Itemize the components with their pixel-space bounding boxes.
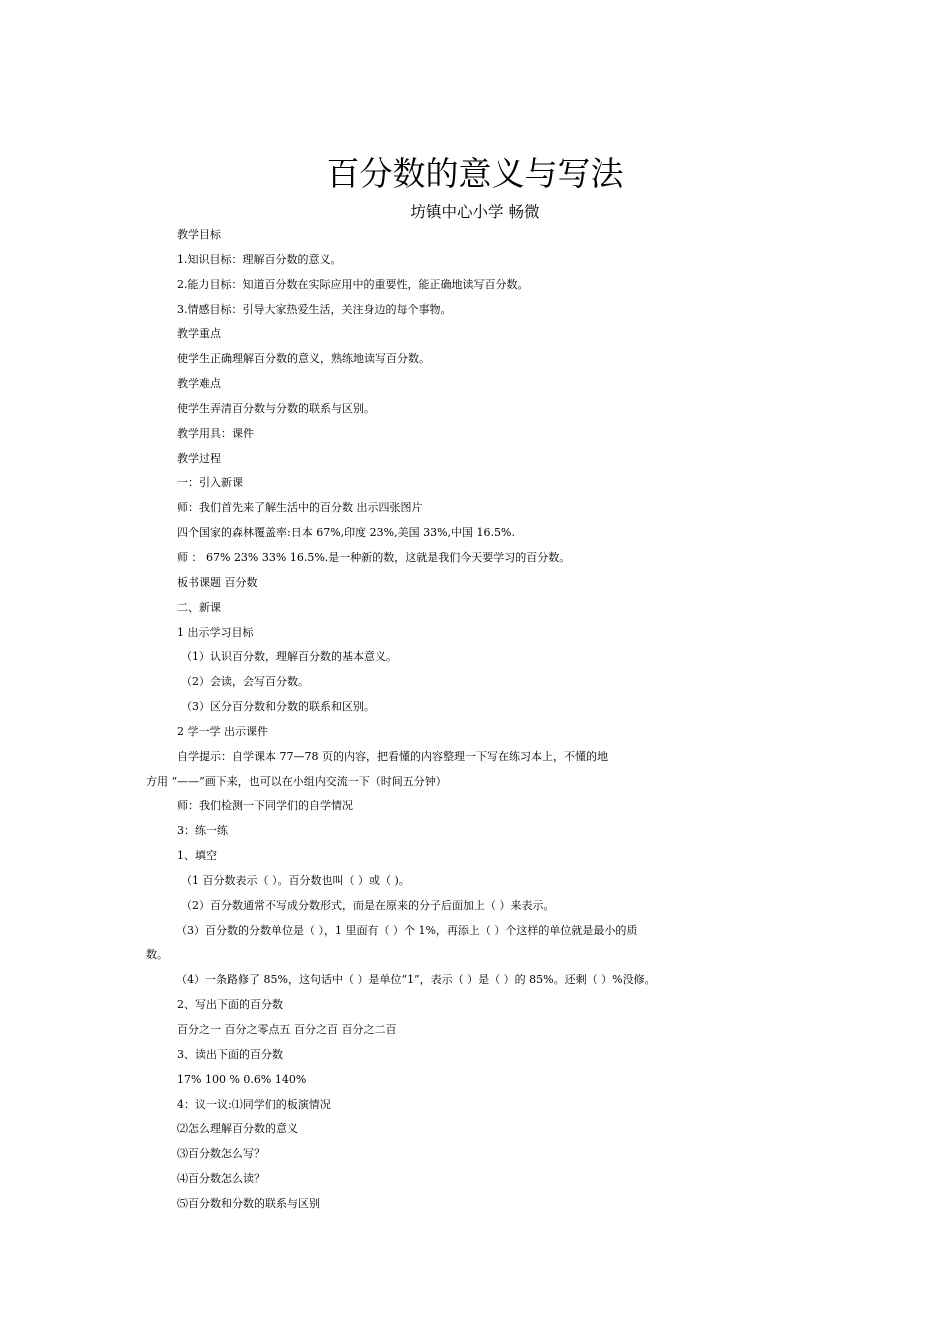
paragraph-line: 板书课题 百分数	[177, 575, 258, 589]
paragraph-line: （1 百分数表示（ ）。百分数也叫（ ）或（ )。	[181, 873, 410, 887]
paragraph-line: 1 出示学习目标	[177, 625, 254, 639]
paragraph-line: ⑶百分数怎么写？	[177, 1147, 265, 1161]
document-author: 坊镇中心小学 畅微	[410, 203, 540, 221]
paragraph-line: 四个国家的森林覆盖率:日本 67%,印度 23%,美国 33%,中国 16.5%.	[177, 526, 515, 540]
paragraph-line: （1）认识百分数，理解百分数的基本意义。	[181, 650, 397, 664]
section-heading-objectives: 教学目标	[177, 228, 221, 241]
paragraph-line: ⑷百分数怎么读？	[177, 1172, 265, 1186]
paragraph-line: 使学生正确理解百分数的意义，熟练地读写百分数。	[177, 352, 430, 366]
paragraph-line: ⑵怎么理解百分数的意义	[177, 1122, 298, 1136]
paragraph-line: （3）区分百分数和分数的联系和区别。	[181, 700, 375, 714]
section-heading-key-points: 教学重点	[177, 327, 221, 341]
document-body	[0, 223, 950, 1217]
paragraph-line: （2）会读，会写百分数。	[181, 675, 309, 689]
paragraph-line: 师：我们首先来了解生活中的百分数 出示四张图片	[177, 501, 423, 515]
paragraph-line: （4）一条路修了 85%，这句话中（ ）是单位“1”，表示（ ）是（ ）的 85%。还剩（ ）%没修。	[176, 973, 656, 987]
paragraph-line: 方用 “——”画下来，也可以在小组内交流一下（时间五分钟）	[146, 774, 447, 788]
paragraph-line: 2.能力目标：知道百分数在实际应用中的重要性，能正确地读写百分数。	[177, 277, 529, 291]
paragraph-line: 3、读出下面的百分数	[177, 1047, 283, 1061]
paragraph-line: （3）百分数的分数单位是（ ），1 里面有（ ）个 1%，再添上（ ）个这样的单位就是最小的质	[176, 923, 638, 937]
paragraph-line: 4：议一议:⑴同学们的板演情况	[177, 1097, 331, 1111]
paragraph-line: 师 ： 67% 23% 33% 16.5%.是一种新的数，这就是我们今天要学习的百分数。	[177, 550, 571, 564]
paragraph-line: 1、填空	[177, 849, 217, 863]
paragraph-line: 一：引入新课	[177, 476, 243, 490]
paragraph-line: 17% 100 % 0.6% 140%	[177, 1072, 307, 1086]
paragraph-line: 使学生弄清百分数与分数的联系与区别。	[177, 401, 375, 415]
paragraph-line: 师：我们检测一下同学们的自学情况	[177, 799, 353, 813]
paragraph-line: 自学提示：自学课本 77—78 页的内容，把看懂的内容整理一下写在练习本上，不懂的地	[177, 749, 608, 763]
paragraph-line: 二、新课	[177, 600, 221, 614]
paragraph-line: 1.知识目标：理解百分数的意义。	[177, 252, 342, 266]
section-heading-difficulties: 教学难点	[177, 377, 221, 391]
paragraph-line: （2）百分数通常不写成分数形式，而是在原来的分子后面加上（ ）来表示。	[181, 898, 555, 912]
paragraph-line: 数。	[146, 948, 168, 962]
paragraph-line: ⑸百分数和分数的联系与区别	[177, 1196, 320, 1210]
paragraph-line: 2 学一学 出示课件	[177, 724, 268, 738]
section-heading-process: 教学过程	[177, 451, 221, 465]
paragraph-line: 3.情感目标：引导大家热爱生活，关注身边的每个事物。	[177, 302, 452, 316]
paragraph-line: 百分之一 百分之零点五 百分之百 百分之二百	[177, 1023, 397, 1036]
paragraph-line: 3：练一练	[177, 824, 228, 838]
document-title: 百分数的意义与写法	[326, 154, 624, 193]
paragraph-line: 教学用具：课件	[177, 426, 254, 440]
paragraph-line: 2、写出下面的百分数	[177, 998, 283, 1012]
